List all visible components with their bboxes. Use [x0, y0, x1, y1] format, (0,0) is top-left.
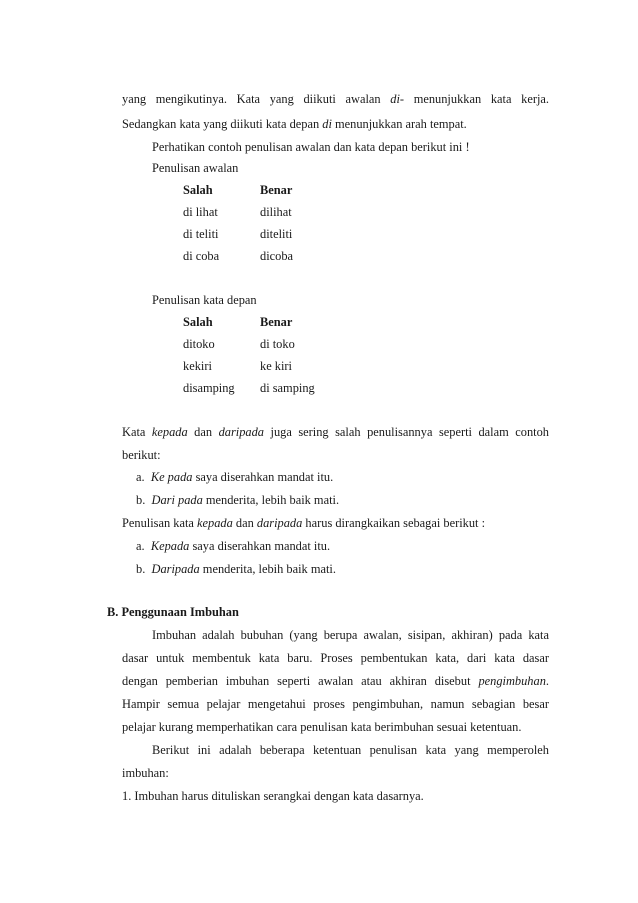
paragraph-line	[122, 515, 485, 531]
italic-term: di-	[390, 92, 405, 106]
cell-salah: ditoko	[183, 337, 215, 351]
paragraph-line	[122, 424, 549, 440]
list-marker: a.	[136, 470, 145, 484]
list-marker: b.	[136, 562, 146, 576]
section-heading: B. Penggunaan Imbuhan	[107, 605, 239, 619]
paragraph-line: pelajar kurang memperhatikan cara penulisan kata berimbuhan sesuai ketentuan.	[122, 720, 522, 734]
cell-salah: disamping	[183, 381, 235, 395]
paragraph-line: Berikut ini adalah beberapa ketentuan penulisan kata yang memperoleh	[152, 743, 549, 757]
text-run: harus dirangkaikan sebagai berikut :	[302, 516, 486, 530]
italic-term: Kepada	[150, 539, 190, 553]
text-run: menderita, lebih baik mati.	[202, 493, 340, 507]
cell-benar: di toko	[260, 337, 295, 351]
text-run: saya diserahkan mandat itu.	[189, 539, 331, 553]
text-run: Sedangkan kata yang diikuti kata depan	[122, 117, 323, 131]
text-run: dan	[187, 425, 219, 439]
paragraph-line	[122, 673, 549, 689]
column-header-benar: Benar	[260, 183, 293, 197]
cell-benar: ke kiri	[260, 359, 292, 373]
text-run: dan	[232, 516, 257, 530]
cell-salah: di coba	[183, 249, 220, 263]
numbered-item: 1. Imbuhan harus dituliskan serangkai dengan kata dasarnya.	[122, 789, 424, 803]
depan-heading: Penulisan kata depan	[152, 293, 257, 307]
list-item	[136, 538, 330, 554]
cell-benar: dilihat	[260, 205, 292, 219]
text-run: .	[545, 674, 549, 688]
text-run: menunjukkan kata kerja.	[404, 92, 549, 106]
italic-term: kepada	[197, 516, 233, 530]
paragraph-line: berikut:	[122, 448, 161, 462]
paragraph-line	[122, 116, 467, 132]
list-item	[136, 469, 333, 485]
italic-term: daripada	[256, 516, 303, 530]
cell-salah: di lihat	[183, 205, 218, 219]
intro-line: Perhatikan contoh penulisan awalan dan kata depan berikut ini !	[152, 140, 470, 154]
column-header-salah: Salah	[183, 315, 213, 329]
italic-term: di	[322, 117, 332, 131]
italic-term: kepada	[151, 425, 188, 439]
italic-term: daripada	[218, 425, 264, 439]
cell-benar: dicoba	[260, 249, 294, 263]
paragraph-line: Hampir semua pelajar mengetahui proses pengimbuhan, namun sebagian besar	[122, 697, 549, 711]
italic-term: Dari pada	[151, 493, 203, 507]
text-run: juga sering salah penulisannya seperti dalam contoh	[264, 425, 549, 439]
text-run: menderita, lebih baik mati.	[199, 562, 336, 576]
cell-benar: diteliti	[260, 227, 293, 241]
list-item	[136, 492, 339, 508]
list-marker: a.	[136, 539, 145, 553]
text-run: Kata	[122, 425, 152, 439]
cell-salah: di teliti	[183, 227, 219, 241]
text-run: menunjukkan arah tempat.	[331, 117, 467, 131]
column-header-benar: Benar	[260, 315, 293, 329]
cell-salah: kekiri	[183, 359, 212, 373]
paragraph-line: imbuhan:	[122, 766, 169, 780]
text-run: saya diserahkan mandat itu.	[192, 470, 334, 484]
column-header-salah: Salah	[183, 183, 213, 197]
awalan-heading: Penulisan awalan	[152, 161, 239, 175]
text-run: dengan pemberian imbuhan seperti awalan atau akhiran disebut	[122, 674, 479, 688]
list-item	[136, 561, 336, 577]
cell-benar: di samping	[260, 381, 315, 395]
italic-term: Daripada	[151, 562, 200, 576]
italic-term: pengimbuhan	[478, 674, 546, 688]
list-marker: b.	[136, 493, 146, 507]
paragraph-line	[122, 91, 549, 107]
paragraph-line: dasar untuk membentuk kata baru. Proses pembentukan kata, dari kata dasar	[122, 651, 549, 665]
italic-term: Ke pada	[150, 470, 193, 484]
text-run: Penulisan kata	[122, 516, 198, 530]
paragraph-line: Imbuhan adalah bubuhan (yang berupa awalan, sisipan, akhiran) pada kata	[152, 628, 549, 642]
text-run: yang mengikutinya. Kata yang diikuti awalan	[122, 92, 391, 106]
